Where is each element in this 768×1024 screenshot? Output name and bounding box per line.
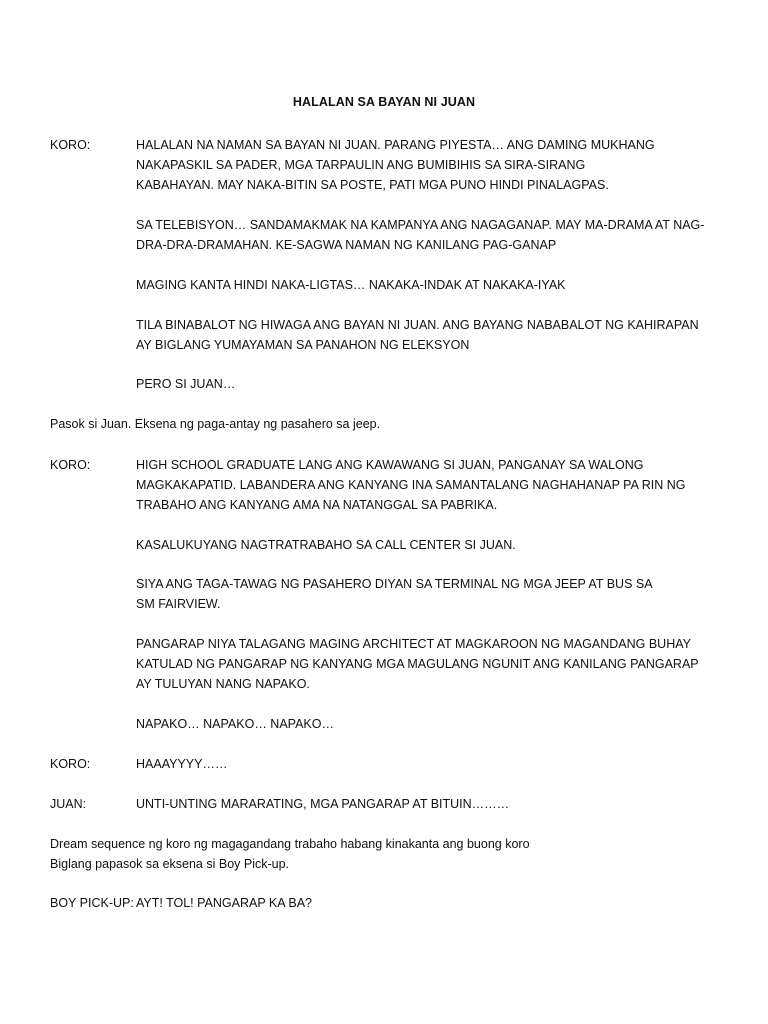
speaker-label: BOY PICK-UP: [50,896,134,910]
speech-text [136,634,699,694]
dialogue-koro-3 [50,754,690,774]
text-line: AY TULUYAN NANG NAPAKO. [136,677,310,691]
text-line: KATULAD NG PANGARAP NG KANYANG MGA MAGULANG NGUNIT ANG KANILANG PANGARAP [136,657,699,671]
text-line: PERO SI JUAN… [136,377,236,391]
text-line: UNTI-UNTING MARARATING, MGA PANGARAP AT BITUIN……… [136,797,510,811]
speaker-label: KORO: [50,458,91,472]
text-line: Biglang papasok sa eksena si Boy Pick-up. [50,857,290,871]
text-line: MAGKAKAPATID. LABANDERA ANG KANYANG INA SAMANTALANG NAGHAHANAP PA RIN NG [136,478,686,492]
dialogue-koro-2-p2 [50,535,690,555]
speaker-label: KORO: [50,138,91,152]
dialogue-koro-2-p3 [50,574,690,614]
dialogue-koro-1 [50,135,690,195]
text-line: SA TELEBISYON… SANDAMAKMAK NA KAMPANYA ANG NAGAGANAP. MAY MA-DRAMA AT NAG- [136,218,705,232]
speaker-label: KORO: [50,757,91,771]
text-line: AY BIGLANG YUMAYAMAN SA PANAHON NG ELEKSYON [136,338,470,352]
dialogue-koro-1-p4 [50,315,699,355]
dialogue-koro-1-p5 [50,374,690,394]
dialogue-koro-2-p5 [50,714,690,734]
text-line: NAPAKO… NAPAKO… NAPAKO… [136,717,334,731]
speech-text [136,215,705,255]
stage-direction [50,414,690,434]
dialogue-boy-pick-up [50,893,690,913]
text-line: DRA-DRA-DRAMAHAN. KE-SAGWA NAMAN NG KANILANG PAG-GANAP [136,238,557,252]
document-title: HALALAN SA BAYAN NI JUAN [292,95,476,109]
speech-text [136,374,690,394]
speech-text [136,315,699,355]
text-line: HIGH SCHOOL GRADUATE LANG ANG KAWAWANG SI JUAN, PANGANAY SA WALONG [136,458,644,472]
dialogue-koro-1-p2 [50,215,705,255]
speech-text [136,574,690,614]
text-line: PANGARAP NIYA TALAGANG MAGING ARCHITECT AT MAGKAROON NG MAGANDANG BUHAY [136,637,691,651]
text-line: HALALAN NA NAMAN SA BAYAN NI JUAN. PARANG PIYESTA… ANG DAMING MUKHANG [136,138,655,152]
speech-text [136,275,690,295]
text-line: NAKAPASKIL SA PADER, MGA TARPAULIN ANG BUMIBIHIS SA SIRA-SIRANG [136,158,586,172]
text-line: SM FAIRVIEW. [136,597,221,611]
speaker-label: JUAN: [50,797,87,811]
text-line: KABAHAYAN. MAY NAKA-BITIN SA POSTE, PATI MGA PUNO HINDI PINALAGPAS. [136,178,609,192]
dialogue-koro-1-p3 [50,275,690,295]
text-line: MAGING KANTA HINDI NAKA-LIGTAS… NAKAKA-INDAK AT NAKAKA-IYAK [136,278,566,292]
dialogue-koro-2-p4 [50,634,699,694]
speech-text [136,794,690,814]
speech-paragraph [136,135,690,195]
speech-text [136,455,690,515]
text-line: TRABAHO ANG KANYANG AMA NA NATANGGAL SA PABRIKA. [136,498,498,512]
text-line: TILA BINABALOT NG HIWAGA ANG BAYAN NI JUAN. ANG BAYANG NABABALOT NG KAHIRAPAN [136,318,699,332]
speech-paragraph [136,215,705,255]
stage-direction [50,834,690,874]
text-line: AYT! TOL! PANGARAP KA BA? [136,896,313,910]
text-line: Pasok si Juan. Eksena ng paga-antay ng pasahero sa jeep. [50,417,381,431]
dialogue-koro-2 [50,455,690,515]
speech-text [136,535,690,555]
speech-text [136,893,690,913]
speech-text [136,714,690,734]
dialogue-juan [50,794,690,814]
text-line: SIYA ANG TAGA-TAWAG NG PASAHERO DIYAN SA TERMINAL NG MGA JEEP AT BUS SA [136,577,653,591]
text-line: HAAAYYYY…… [136,757,228,771]
speech-text [136,135,690,195]
text-line: Dream sequence ng koro ng magagandang trabaho habang kinakanta ang buong koro [50,837,530,851]
text-line: KASALUKUYANG NAGTRATRABAHO SA CALL CENTER SI JUAN. [136,538,516,552]
speech-text [136,754,690,774]
